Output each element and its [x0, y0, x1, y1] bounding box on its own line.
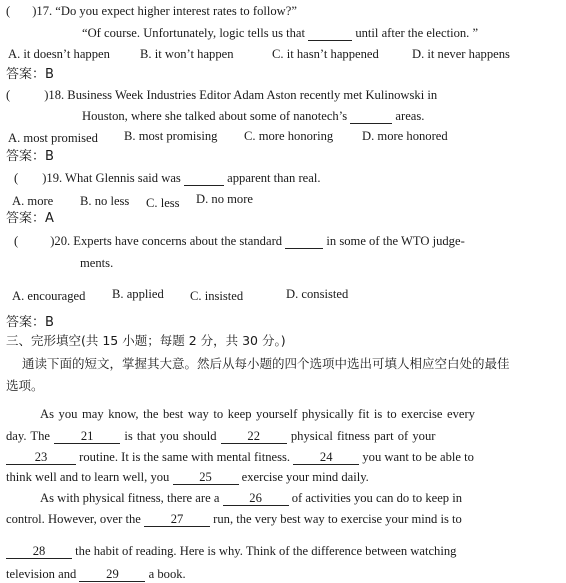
blank-27[interactable]: 27: [144, 512, 210, 527]
passage-line: 28 the habit of reading. Here is why. Think of the difference between watching: [6, 543, 456, 559]
passage-line: day. The 21 is that you should 22 physical fitness part of your: [6, 429, 436, 443]
q18-blank: [350, 109, 392, 124]
q20-option-c: C. insisted: [190, 289, 244, 303]
q18-option-c: C. more honoring: [244, 129, 334, 143]
q19-option-c: C. less: [146, 196, 180, 210]
q17-paren: (: [6, 4, 11, 18]
blank-25[interactable]: 25: [173, 470, 239, 485]
q19-option-a: A. more: [12, 194, 54, 208]
q19-answer: 答案：A: [6, 211, 54, 226]
q20-option-a: A. encouraged: [12, 289, 86, 303]
section-instructions-cont: 选项。: [6, 378, 44, 393]
passage-line: As you may know, the best way to keep yourself physically fit is to exercise every: [40, 407, 475, 421]
q18-line2: Houston, where she talked about some of nanotech’s areas.: [82, 109, 425, 123]
section-instructions: 通读下面的短文，掌握其大意。然后从每小题的四个选项中选出可填人相应空白处的最佳: [22, 356, 510, 371]
q19-option-b: B. no less: [80, 194, 130, 208]
q20-option-d: D. consisted: [286, 287, 349, 301]
section-title: 三、完形填空(共 15 小题；每题 2 分，共 30 分。): [6, 333, 286, 348]
q20-line2: ments.: [80, 256, 114, 270]
q18-option-a: A. most promised: [8, 131, 98, 145]
passage-line: think well and to learn well, you 25 exercise your mind daily.: [6, 470, 369, 484]
q19-option-d: D. no more: [196, 192, 254, 206]
q18-option-d: D. more honored: [362, 129, 448, 143]
q17-option-d: D. it never happens: [412, 47, 510, 61]
q17-option-a: A. it doesn’t happen: [8, 47, 110, 61]
blank-26[interactable]: 26: [223, 491, 289, 506]
q17-stem-text: )17. “Do you expect higher interest rates to follow?”: [32, 4, 297, 18]
q19-stem: ( )19. What Glennis said was apparent than real.: [14, 171, 321, 185]
blank-21[interactable]: 21: [54, 429, 120, 444]
q19-blank: [184, 171, 224, 186]
q18-option-b: B. most promising: [124, 129, 218, 143]
passage-line: television and 29 a book.: [6, 567, 186, 581]
q17-blank: [308, 26, 352, 41]
q20-option-b: B. applied: [112, 287, 164, 301]
passage-line: As with physical fitness, there are a 26 of activities you can do to keep in: [40, 491, 463, 505]
blank-22[interactable]: 22: [221, 429, 287, 444]
q20-answer: 答案：B: [6, 315, 54, 330]
q20-stem: ( )20. Experts have concerns about the standard in some of the WTO judge-: [14, 234, 465, 248]
q17-line2: “Of course. Unfortunately, logic tells us that until after the election. ”: [82, 26, 479, 40]
blank-24[interactable]: 24: [293, 450, 359, 465]
q18-stem: ( )18. Business Week Industries Editor Adam Aston recently met Kulinowski in: [6, 88, 438, 102]
blank-28[interactable]: 28: [6, 544, 72, 559]
q20-blank: [285, 234, 323, 249]
blank-29[interactable]: 29: [79, 567, 145, 582]
passage-line: 23 routine. It is the same with mental fitness. 24 you want to be able to: [6, 449, 474, 465]
q17-option-c: C. it hasn’t happened: [272, 47, 379, 61]
q17-answer: 答案：B: [6, 67, 54, 82]
blank-23[interactable]: 23: [6, 450, 76, 465]
q18-answer: 答案：B: [6, 149, 54, 164]
q17-option-b: B. it won’t happen: [140, 47, 234, 61]
q17-stem: [6, 3, 297, 19]
q18-stem-text: )18. Business Week Industries Editor Adam Aston recently met Kulinowski in: [44, 88, 438, 102]
passage-line: control. However, over the 27 run, the very best way to exercise your mind is to: [6, 512, 462, 526]
